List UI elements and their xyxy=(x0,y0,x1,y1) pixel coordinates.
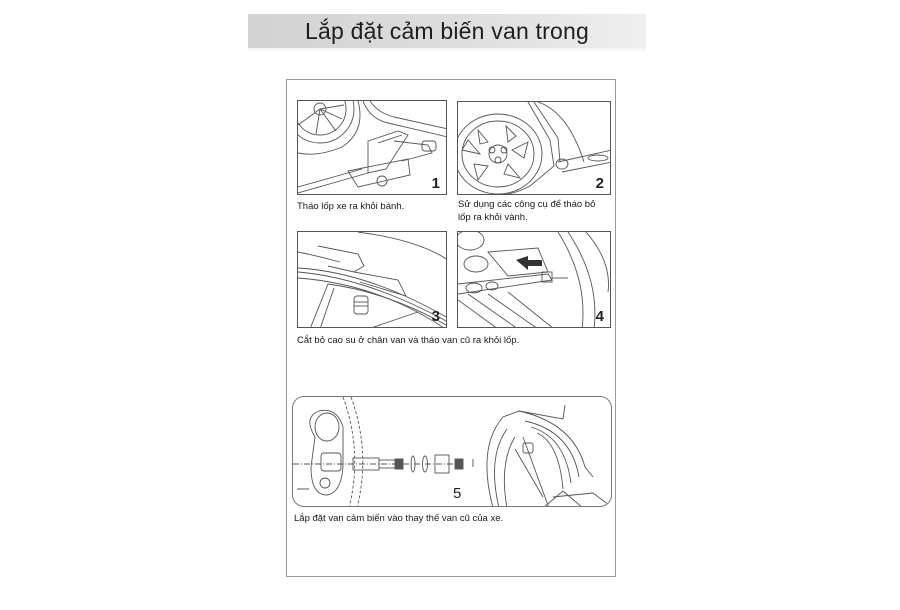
step-5-caption: Lắp đặt van cảm biến vào thay thế van cũ của xe. xyxy=(294,513,504,524)
step-4-number: 4 xyxy=(595,308,604,325)
page-title-bar xyxy=(248,14,646,48)
steps-3-4-caption: Cắt bỏ cao su ở chân van và tháo van cũ ra khỏi lốp. xyxy=(297,335,520,346)
step-2-number: 2 xyxy=(595,175,604,192)
step-3-number: 3 xyxy=(431,308,440,325)
valve-cut-icon xyxy=(298,232,447,328)
step-3-illustration xyxy=(297,231,447,328)
step-1-caption: Tháo lốp xe ra khỏi bánh. xyxy=(297,201,405,212)
page-title: Lắp đặt cảm biến van trong xyxy=(305,17,589,44)
valve-removal-icon xyxy=(458,232,611,328)
floor-jack-icon xyxy=(298,101,447,195)
step-2-illustration xyxy=(457,101,611,195)
title-shadow xyxy=(248,48,646,53)
step-2-caption xyxy=(458,198,618,224)
step-5-number: 5 xyxy=(453,485,462,502)
step-1-number: 1 xyxy=(431,175,440,192)
step-2-caption-line-1: Sử dụng các công cụ để tháo bỏ xyxy=(458,199,596,210)
tire-changer-icon xyxy=(458,102,611,195)
step-4-illustration xyxy=(457,231,611,328)
step-1-illustration xyxy=(297,100,447,195)
step-2-caption-line-2: lốp ra khỏi vành. xyxy=(458,212,528,223)
arrow-left-icon xyxy=(516,256,542,270)
step-5-illustration xyxy=(292,396,612,507)
